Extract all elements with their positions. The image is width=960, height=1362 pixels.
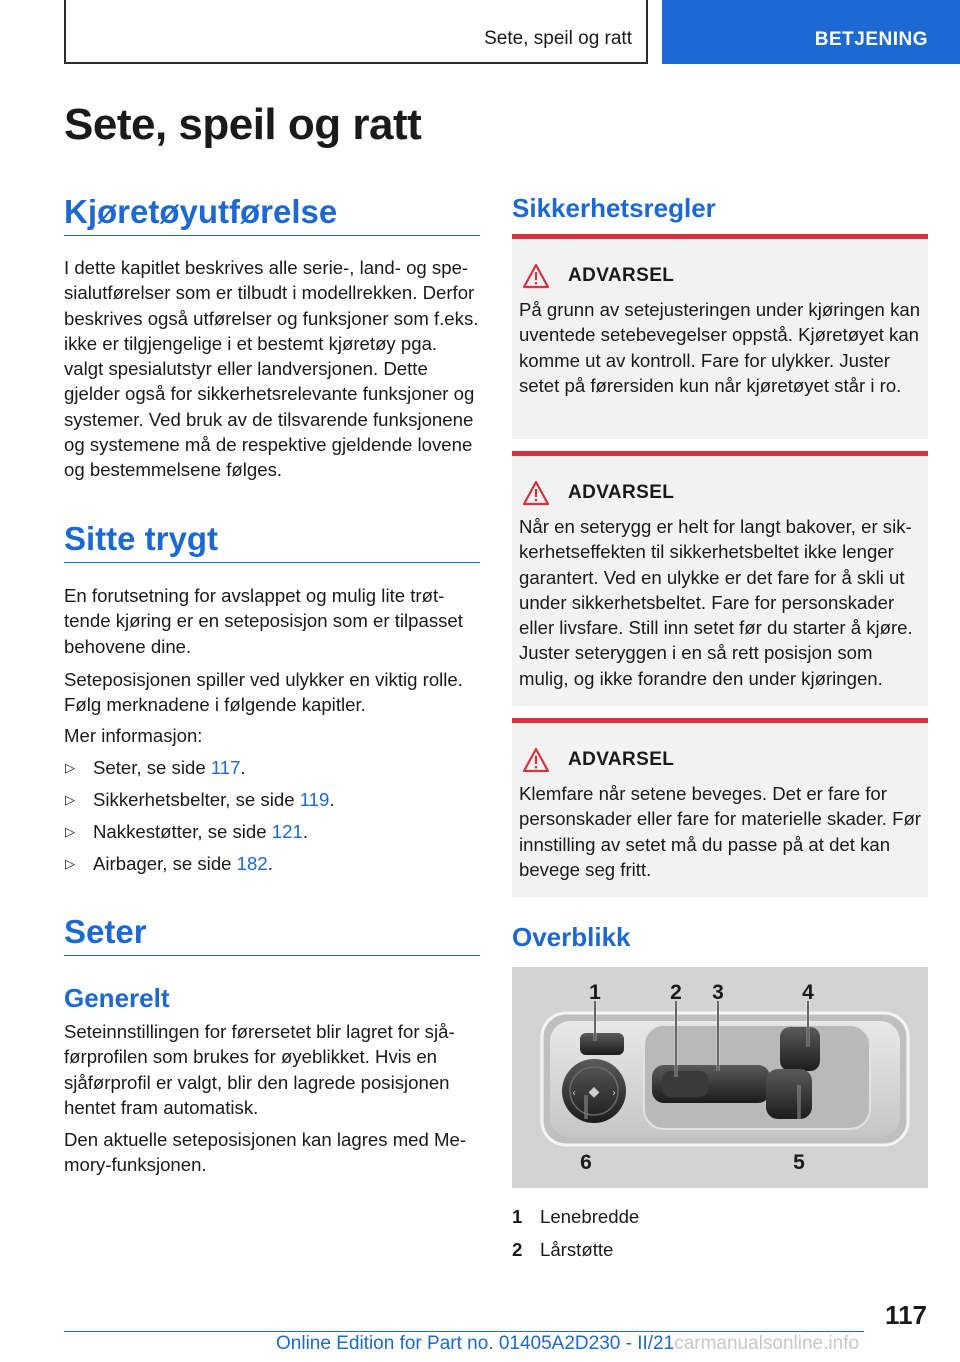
warning-triangle-icon <box>522 263 550 289</box>
page-link-182[interactable]: 182 <box>236 853 268 874</box>
svg-text:◆: ◆ <box>588 1084 600 1100</box>
sitte-paragraph-1: En forutsetning for avslappet og mulig lite trøttende kjøring er en seteposisjon som er tilpasset behovene dine. <box>64 585 463 657</box>
page-link-119[interactable]: 119 <box>299 789 330 810</box>
bullet-triangle-icon: ▷ <box>65 856 75 871</box>
list-item-end: . <box>302 821 308 842</box>
callout-2: 2 <box>670 981 682 1004</box>
heading-sikkerhetsregler: Sikkerhetsregler <box>512 193 716 223</box>
list-item <box>64 851 480 883</box>
heading-kjoretoyutforelse: Kjøretøyutførelse <box>64 193 480 236</box>
page-number: 117 <box>885 1300 927 1330</box>
page-title: Sete, speil og ratt <box>64 100 422 149</box>
list-item <box>64 819 480 851</box>
lumbar-width-button[interactable] <box>580 1033 624 1055</box>
bullet-triangle-icon: ▷ <box>65 760 75 775</box>
warning-text: På grunn av setejusteringen under kjøringen kan uventede setebevegelser oppstå. Kjøretøyet kan komme ut av kontroll. Fare for ulykker. Juster setet på førersiden kun når kjøretøyet står i ro. <box>519 299 921 396</box>
svg-text:‹: ‹ <box>572 1088 576 1099</box>
warning-triangle-icon <box>522 480 550 506</box>
heading-generelt: Generelt <box>64 983 170 1013</box>
warning-title: ADVARSEL <box>568 265 675 286</box>
list-item-text: Nakkestøtter, se side <box>93 821 272 842</box>
warning-title: ADVARSEL <box>568 749 675 770</box>
list-item <box>64 755 480 787</box>
heading-sitte-trygt: Sitte trygt <box>64 520 480 563</box>
svg-text:›: › <box>612 1088 616 1099</box>
backrest-top-button[interactable] <box>780 1027 820 1071</box>
kjoretoy-body: I dette kapitlet beskrives alle serie-, land- og spesialutførelser som er tilbudt i modellrekken. Derfor beskrives også utførelser og funksjoner som f.eks. ikke er tilgjengelige i et bestemt kjøretøy pga. valgt spesialutstyr eller landversjonen. Dette gjelder også for sikkerhetsrelevante funksjoner og systemer. Ved bruk av de tilsvarende funksjonene og systemene må de respektive gjeldende lovene og bestemmelsene følges. <box>64 257 479 481</box>
heading-overblikk: Overblikk <box>512 922 631 952</box>
page-link-121[interactable]: 121 <box>271 821 303 842</box>
backrest-button[interactable] <box>766 1069 812 1119</box>
callout-5: 5 <box>793 1151 805 1174</box>
list-item-text: Sikkerhetsbelter, se side <box>93 789 300 810</box>
warning-triangle-icon <box>522 747 550 773</box>
seat-controls-illustration <box>512 967 928 1188</box>
seter-paragraph-2: Den aktuelle seteposisjonen kan lagres med Memory-funksjonen. <box>64 1129 467 1176</box>
footer-rule <box>64 1331 864 1332</box>
caption-number: 2 <box>512 1238 523 1260</box>
callout-3: 3 <box>712 981 724 1004</box>
footer-edition-line <box>276 1333 859 1355</box>
footer-edition: Online Edition for Part no. 01405A2D230 - II/21 <box>276 1333 675 1354</box>
warning-text: Klemfare når setene beveges. Det er fare for personskader eller fare for materielle skader. Før innstilling av setet må du passe på at det kan bevege seg fritt. <box>519 783 921 880</box>
warning-title: ADVARSEL <box>568 482 675 503</box>
seat-controls-figure <box>512 967 928 1188</box>
sitte-paragraph-2: Seteposisjonen spiller ved ulykker en viktig rolle. Følg merknadene i følgende kapitler. <box>64 669 463 716</box>
list-item-end: . <box>240 757 246 778</box>
warning-text: Når en seterygg er helt for langt bakover, er sikkerhetseffekten til sikkerhetsbeltet ikke lenger garantert. Ved en ulykke er det fare for å skli ut under sikkerhetsbeltet. Fare for personskader eller livsfare. Still inn setet før du starter å kjøre. Juster seteryggen i en så rett posisjon som mulig, og ikke forandre den under kjøringen. <box>519 516 913 689</box>
bullet-triangle-icon: ▷ <box>65 792 75 807</box>
list-item-end: . <box>329 789 335 810</box>
warning-box-3 <box>512 718 928 897</box>
header-section-box <box>64 0 648 64</box>
figure-caption-list <box>512 1200 928 1266</box>
warning-box-2 <box>512 451 928 706</box>
caption-label: Lårstøtte <box>540 1238 614 1260</box>
header-chapter-box <box>662 0 960 64</box>
caption-number: 1 <box>512 1205 523 1227</box>
callout-1: 1 <box>589 981 601 1004</box>
warning-box-1 <box>512 234 928 439</box>
list-item-end: . <box>267 853 273 874</box>
list-item <box>64 787 480 819</box>
list-item-text: Seter, se side <box>93 757 211 778</box>
header-section-title: Sete, speil og ratt <box>484 28 632 49</box>
heading-seter: Seter <box>64 913 480 956</box>
header-chapter-title: BETJENING <box>814 29 928 50</box>
caption-label: Lenebredde <box>540 1205 640 1227</box>
more-info-list <box>64 755 480 883</box>
seter-paragraph-1: Seteinnstillingen for førersetet blir lagret for sjåførprofilen som brukes for øyeblikket. Hvis en sjåførprofil er valgt, blir den lagrede posisjonen hentet fram automatisk. <box>64 1021 455 1118</box>
footer-watermark: carmanualsonline.info <box>674 1333 860 1354</box>
caption-row <box>512 1233 928 1266</box>
callout-6: 6 <box>580 1151 592 1174</box>
page-link-117[interactable]: 117 <box>210 757 241 778</box>
list-item-text: Airbager, se side <box>93 853 237 874</box>
caption-row <box>512 1200 928 1233</box>
callout-4: 4 <box>802 981 814 1004</box>
sitte-paragraph-3: Mer informasjon: <box>64 725 203 746</box>
bullet-triangle-icon: ▷ <box>65 824 75 839</box>
